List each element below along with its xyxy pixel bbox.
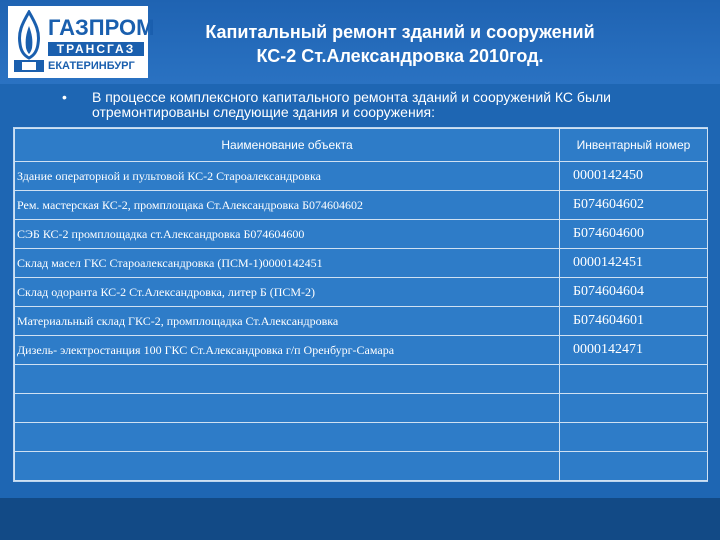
empty-cell: [15, 452, 560, 481]
empty-table-row: [15, 452, 708, 481]
object-name-cell: Склад одоранта КС-2 Ст.Александровка, литер Б (ПСМ-2): [15, 278, 560, 307]
table-row: [15, 307, 708, 336]
table-row: [15, 220, 708, 249]
table-row: [15, 191, 708, 220]
inventory-number-cell: Б074604604: [560, 278, 708, 307]
object-name-cell: Рем. мастерская КС-2, промплощака Ст.Александровка Б074604602: [15, 191, 560, 220]
empty-cell: [560, 365, 708, 394]
inventory-number-cell: 0000142471: [560, 336, 708, 365]
object-name-cell: СЭБ КС-2 промплощадка ст.Александровка Б074604600: [15, 220, 560, 249]
empty-cell: [15, 394, 560, 423]
logo-wordmark: ГАЗПРОМ: [48, 15, 155, 40]
object-name-cell: Материальный склад ГКС-2, промплощадка Ст.Александровка: [15, 307, 560, 336]
object-name-cell: Здание операторной и пультовой КС-2 Староалександровка: [15, 162, 560, 191]
empty-table-row: [15, 365, 708, 394]
empty-table-row: [15, 394, 708, 423]
object-name-cell: Склад масел ГКС Староалександровка (ПСМ-1)0000142451: [15, 249, 560, 278]
inventory-number-cell: Б074604600: [560, 220, 708, 249]
object-name-cell: Дизель- электростанция 100 ГКС Ст.Александровка г/п Оренбург-Самара: [15, 336, 560, 365]
company-logo: [8, 6, 155, 78]
objects-table: [13, 127, 708, 482]
intro-text: В процессе комплексного капитального ремонта зданий и сооружений КС были отремонтированы следующие здания и сооружения:: [92, 89, 612, 120]
footer-bar: [0, 498, 720, 540]
inventory-number-cell: Б074604601: [560, 307, 708, 336]
empty-cell: [560, 452, 708, 481]
empty-cell: [15, 423, 560, 452]
table-header-row: [15, 129, 708, 162]
page-title-line2: КС-2 Ст.Александровка 2010год.: [256, 46, 544, 66]
inventory-number-cell: Б074604602: [560, 191, 708, 220]
table-row: [15, 162, 708, 191]
column-header-name: Наименование объекта: [15, 129, 560, 162]
gazprom-flame-icon: [12, 10, 46, 74]
empty-cell: [560, 423, 708, 452]
logo-subtitle: ТРАНСГАЗ: [48, 42, 144, 56]
page-title: [160, 20, 640, 68]
page-title-line1: Капитальный ремонт зданий и сооружений: [205, 22, 595, 42]
empty-table-row: [15, 423, 708, 452]
column-header-inventory: Инвентарный номер: [560, 129, 708, 162]
inventory-number-cell: 0000142450: [560, 162, 708, 191]
table-row: [15, 336, 708, 365]
table-row: [15, 249, 708, 278]
inventory-number-cell: 0000142451: [560, 249, 708, 278]
table-row: [15, 278, 708, 307]
empty-cell: [560, 394, 708, 423]
logo-city: ЕКАТЕРИНБУРГ: [48, 60, 135, 72]
empty-cell: [15, 365, 560, 394]
bullet-icon: •: [62, 89, 67, 105]
